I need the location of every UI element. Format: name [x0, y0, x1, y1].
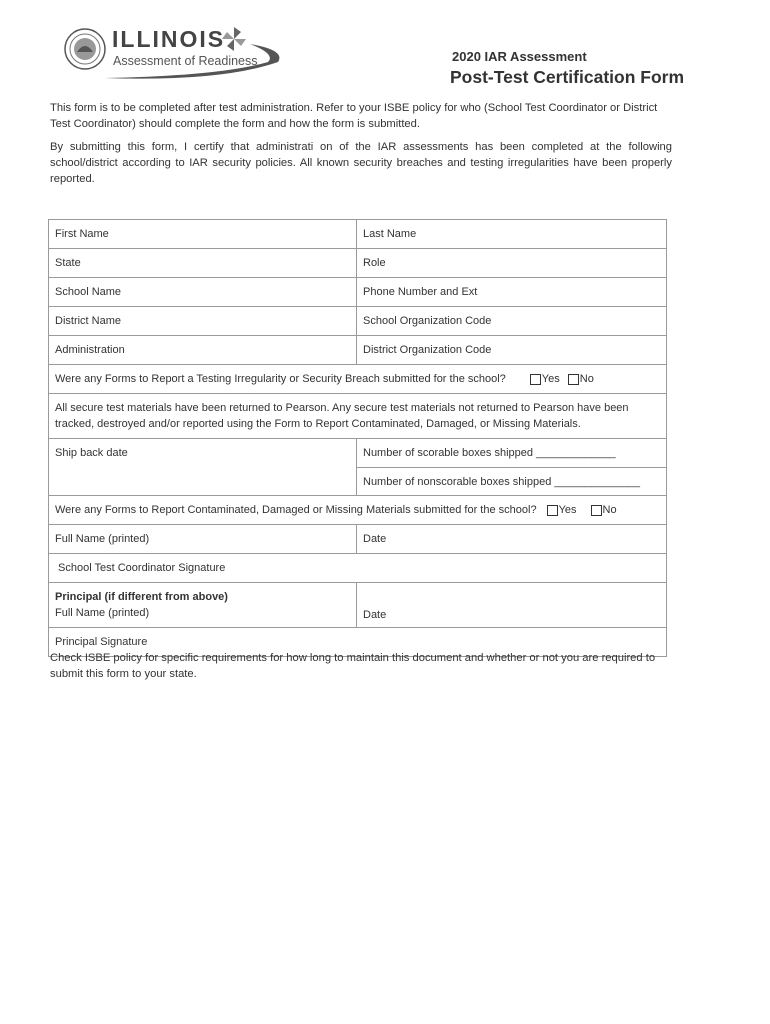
- stc-signature-field[interactable]: School Test Coordinator Signature: [58, 562, 226, 574]
- principal-date-field[interactable]: Date: [363, 609, 387, 621]
- assessment-year: 2020 IAR Assessment: [452, 49, 587, 64]
- stc-full-name-field[interactable]: Full Name (printed): [49, 525, 357, 553]
- contaminated-question-row: [49, 496, 666, 524]
- scorable-boxes-field[interactable]: Number of scorable boxes shipped _____________: [363, 447, 616, 459]
- contaminated-no-checkbox[interactable]: [591, 505, 602, 516]
- first-name-field[interactable]: First Name: [49, 220, 357, 248]
- no-label: No: [579, 373, 594, 385]
- state-field[interactable]: State: [49, 249, 357, 277]
- secure-materials-statement: All secure test materials have been returned to Pearson. Any secure test materials not returned to Pearson have been tracked, destroyed and/or reported using the Form to Report Contaminated, Damaged, or Missing Materials.: [55, 402, 629, 430]
- district-name-field[interactable]: District Name: [49, 307, 357, 335]
- school-org-code-field[interactable]: School Organization Code: [363, 315, 492, 327]
- form-row: [49, 524, 666, 553]
- form-row: [49, 364, 666, 393]
- school-name-field[interactable]: School Name: [49, 278, 357, 306]
- form-row: [49, 553, 666, 582]
- form-row: [49, 306, 666, 335]
- certification-form: [48, 219, 667, 657]
- illinois-logo: [60, 24, 285, 82]
- form-row: [49, 495, 666, 524]
- yes-label: Yes: [541, 373, 560, 385]
- irregularity-no-checkbox[interactable]: [568, 374, 579, 385]
- form-row: [49, 220, 666, 248]
- no-label: No: [602, 504, 617, 516]
- principal-signature-field[interactable]: Principal Signature: [55, 636, 148, 648]
- last-name-field[interactable]: Last Name: [363, 228, 417, 240]
- retention-note: Check ISBE policy for specific requirements for how long to maintain this document and whether or not you are required to submit this form to your state.: [50, 652, 656, 680]
- form-row: [49, 335, 666, 364]
- administration-field[interactable]: Administration: [49, 336, 357, 364]
- form-row: [49, 438, 666, 495]
- stc-date-field[interactable]: Date: [363, 533, 387, 545]
- form-row: [49, 277, 666, 306]
- intro-paragraph-1: This form is to be completed after test administration. Refer to your ISBE policy for who (School Test Coordinator or District Test Coordinator) should complete the form and how the form is submitted.: [50, 102, 658, 130]
- principal-heading: Principal (if different from above): [55, 591, 228, 603]
- logo-title: ILLINOIS: [112, 26, 226, 52]
- intro-paragraph-2: By submitting this form, I certify that administrati on of the IAR assessments has been completed at the following school/district according to IAR security policies. All known security breaches and testing irregularities have been properly reported.: [50, 141, 672, 185]
- district-org-code-field[interactable]: District Organization Code: [363, 344, 492, 356]
- irregularity-question: Were any Forms to Report a Testing Irregularity or Security Breach submitted for the school?: [55, 373, 506, 385]
- role-field[interactable]: Role: [363, 257, 386, 269]
- ship-back-date-field[interactable]: Ship back date: [49, 439, 357, 495]
- contaminated-question: Were any Forms to Report Contaminated, Damaged or Missing Materials submitted for the school?: [55, 504, 537, 516]
- form-row: [49, 248, 666, 277]
- nonscorable-boxes-field[interactable]: Number of nonscorable boxes shipped ______________: [357, 467, 666, 495]
- logo-subtitle: Assessment of Readiness: [113, 54, 258, 68]
- contaminated-yes-checkbox[interactable]: [547, 505, 558, 516]
- yes-label: Yes: [558, 504, 577, 516]
- phone-field[interactable]: Phone Number and Ext: [363, 286, 478, 298]
- form-row: [49, 393, 666, 438]
- irregularity-question-row: [49, 365, 666, 393]
- page-title: Post-Test Certification Form: [450, 67, 685, 87]
- boxes-shipped-group: [357, 439, 666, 495]
- form-row: [49, 582, 666, 627]
- principal-name-cell[interactable]: [49, 583, 357, 627]
- irregularity-yes-checkbox[interactable]: [530, 374, 541, 385]
- principal-full-name-label: Full Name (printed): [55, 607, 150, 619]
